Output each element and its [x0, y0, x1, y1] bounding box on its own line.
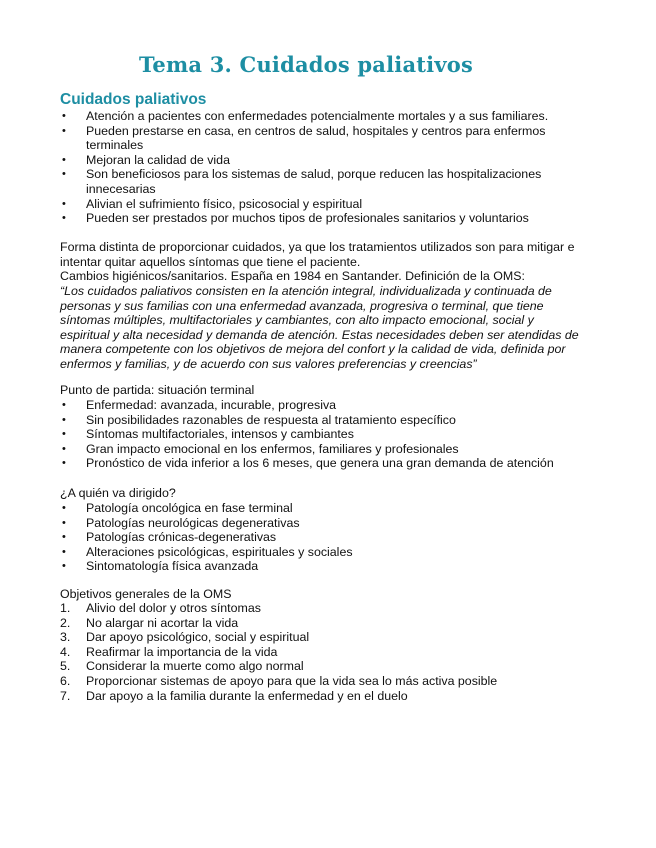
list-item [60, 645, 590, 660]
list-item: • Pueden ser prestados por muchos tipos de profesionales sanitarios y voluntarios [60, 211, 580, 226]
intro-bullet-list [60, 109, 580, 226]
list-item: • Pronóstico de vida inferior a los 6 meses, que genera una gran demanda de atención [60, 456, 590, 471]
item-number: 4. [60, 644, 71, 659]
item-text: Considerar la muerte como algo normal [86, 659, 304, 674]
audience-list [60, 501, 590, 574]
list-item: • Sin posibilidades razonables de respuesta al tratamiento específico [60, 413, 590, 428]
who-definition-quote: “Los cuidados paliativos consisten en la atención integral, individualizada y continuada de personas y sus familias con una enfermedad avanzada, progresiva o terminal, que tiene síntomas múltiples, multifactoriales y cambiantes, con alto impacto emocional, social y espiritual y alta necesidad y demanda de atención. Estas necesidades deben ser atendidas de manera competente con los objetivos de mejora del confort y la calidad de vida, definida por enfermos y familias, y de acuerdo con sus valores preferencias y creencias” [60, 284, 579, 371]
item-number: 7. [60, 688, 71, 703]
list-item: • Pueden prestarse en casa, en centros de salud, hospitales y centros para enfermos terminales [60, 124, 556, 153]
objectives-label: Objetivos generales de la OMS [60, 587, 232, 601]
section-heading: Cuidados paliativos [60, 91, 207, 108]
paragraph-history: Cambios higiénicos/sanitarios. España en 1984 en Santander. Definición de la OMS: [60, 269, 525, 283]
item-text: Proporcionar sistemas de apoyo para que la vida sea lo más activa posible [86, 673, 498, 688]
list-item [60, 601, 590, 616]
paragraph-definition: Forma distinta de proporcionar cuidados, ya que los tratamientos utilizados son para mitigar e intentar quitar aquellos síntomas que tiene el paciente. [60, 240, 575, 269]
audience-label: ¿A quién va dirigido? [60, 486, 176, 500]
list-item: • Alteraciones psicológicas, espirituales y sociales [60, 545, 590, 560]
item-number: 3. [60, 630, 71, 645]
list-item: • Patologías crónicas-degenerativas [60, 530, 590, 545]
list-item: • Patologías neurológicas degenerativas [60, 516, 590, 531]
objectives-list [60, 601, 590, 703]
list-item: • Mejoran la calidad de vida [60, 153, 580, 168]
item-number: 6. [60, 673, 71, 688]
item-text: Alivio del dolor y otros síntomas [86, 601, 261, 615]
list-item: • Sintomatología física avanzada [60, 559, 590, 574]
list-item [60, 689, 590, 704]
list-item: • Patología oncológica en fase terminal [60, 501, 590, 516]
list-item [60, 674, 590, 689]
item-text: Reafirmar la importancia de la vida [86, 644, 278, 659]
list-item: • Son beneficiosos para los sistemas de salud, porque reducen las hospitalizaciones innecesarias [60, 167, 556, 196]
item-text: No alargar ni acortar la vida [86, 615, 239, 630]
list-item: • Enfermedad: avanzada, incurable, progresiva [60, 398, 590, 413]
item-number: 2. [60, 615, 71, 630]
item-number: 5. [60, 659, 71, 674]
list-item: • Síntomas multifactoriales, intensos y cambiantes [60, 427, 590, 442]
list-item [60, 616, 590, 631]
starting-point-label: Punto de partida: situación terminal [60, 383, 255, 397]
item-text: Dar apoyo a la familia durante la enfermedad y en el duelo [86, 688, 408, 703]
list-item: • Alivian el sufrimiento físico, psicosocial y espiritual [60, 197, 580, 212]
page-title: Tema 3. Cuidados paliativos [139, 52, 473, 77]
list-item [60, 630, 590, 645]
starting-point-list [60, 398, 590, 471]
list-item: • Atención a pacientes con enfermedades potencialmente mortales y a sus familiares. [60, 109, 580, 124]
list-item: • Gran impacto emocional en los enfermos, familiares y profesionales [60, 442, 590, 457]
item-text: Dar apoyo psicológico, social y espiritual [86, 630, 310, 645]
list-item [60, 659, 590, 674]
item-number: 1. [60, 601, 71, 615]
